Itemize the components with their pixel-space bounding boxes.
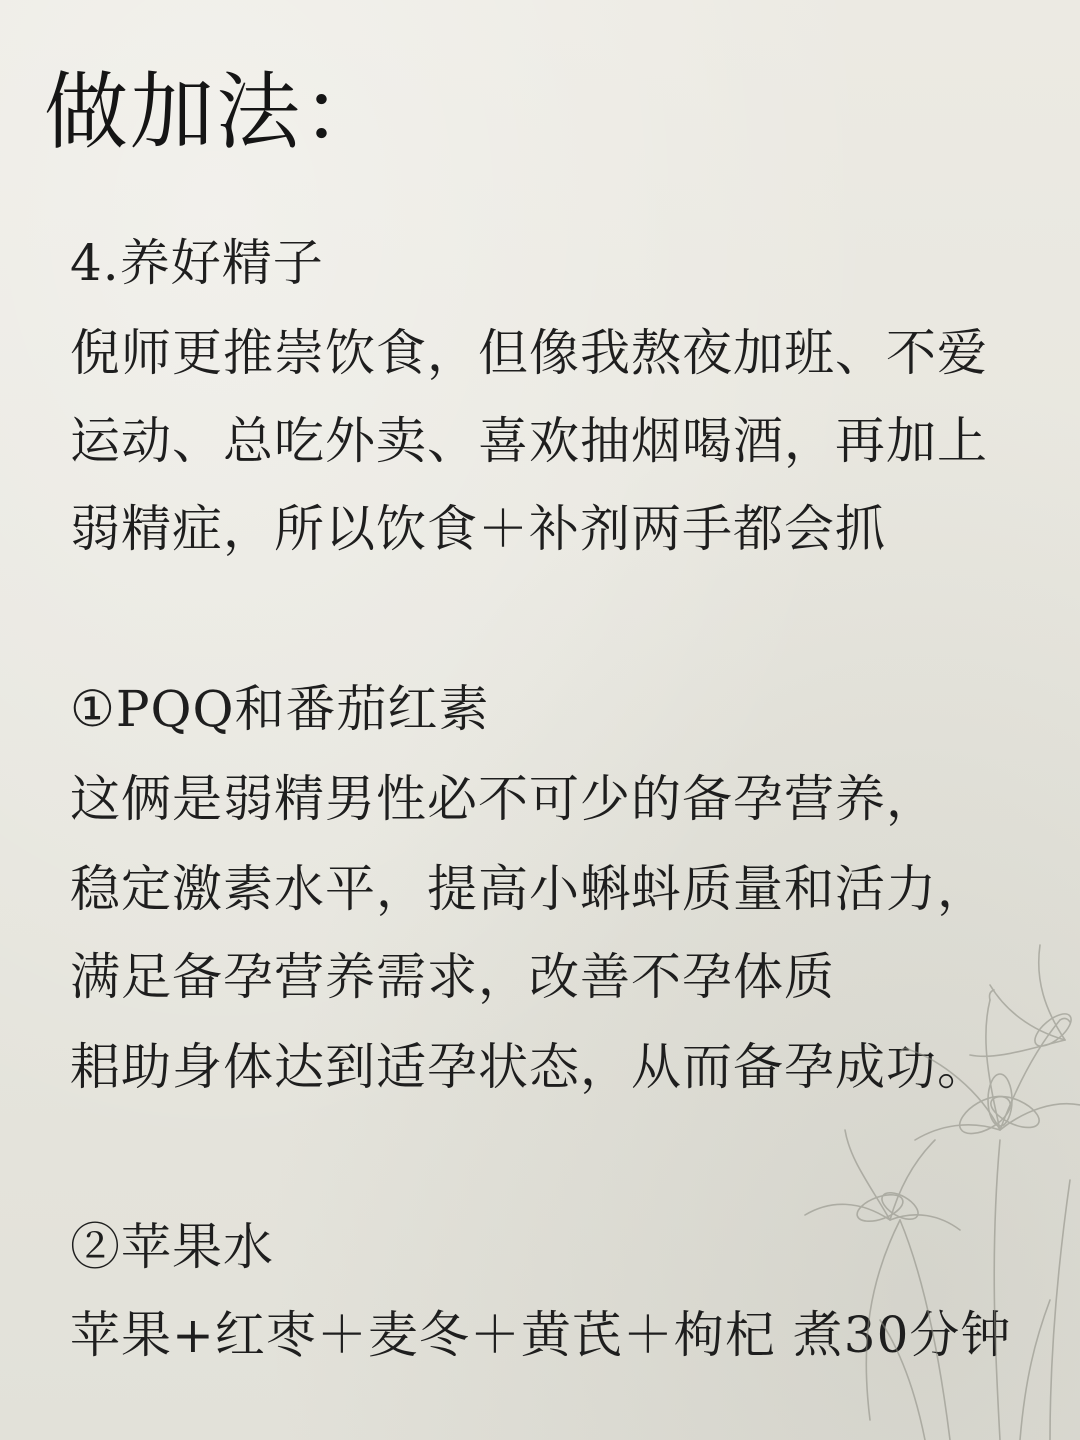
paragraph-line: 运动、总吃外卖、喜欢抽烟喝酒，再加上	[70, 412, 988, 470]
paragraph-line: 耜助身体达到适孕状态，从而备孕成功。	[70, 1038, 988, 1096]
paragraph-line: 苹果+红枣＋麦冬＋黄芪＋枸杞 煮30分钟	[70, 1306, 1012, 1364]
item-heading: ①PQQ和番茄红素	[70, 680, 490, 738]
paragraph-line: 弱精症，所以饮食＋补剂两手都会抓	[70, 500, 886, 558]
spider-lily-sketch-icon	[750, 920, 1080, 1440]
item-heading: ②苹果水	[70, 1218, 274, 1276]
paragraph-line: 这俩是弱精男性必不可少的备孕营养，	[70, 770, 937, 828]
paragraph-line: 稳定激素水平，提高小蝌蚪质量和活力，	[70, 860, 988, 918]
paragraph-line: 满足备孕营养需求，改善不孕体质	[70, 948, 835, 1006]
page-title: 做加法：	[44, 63, 389, 161]
paragraph-line: 倪师更推崇饮食，但像我熬夜加班、不爱	[70, 324, 988, 382]
section-heading: 4.养好精子	[70, 234, 324, 292]
